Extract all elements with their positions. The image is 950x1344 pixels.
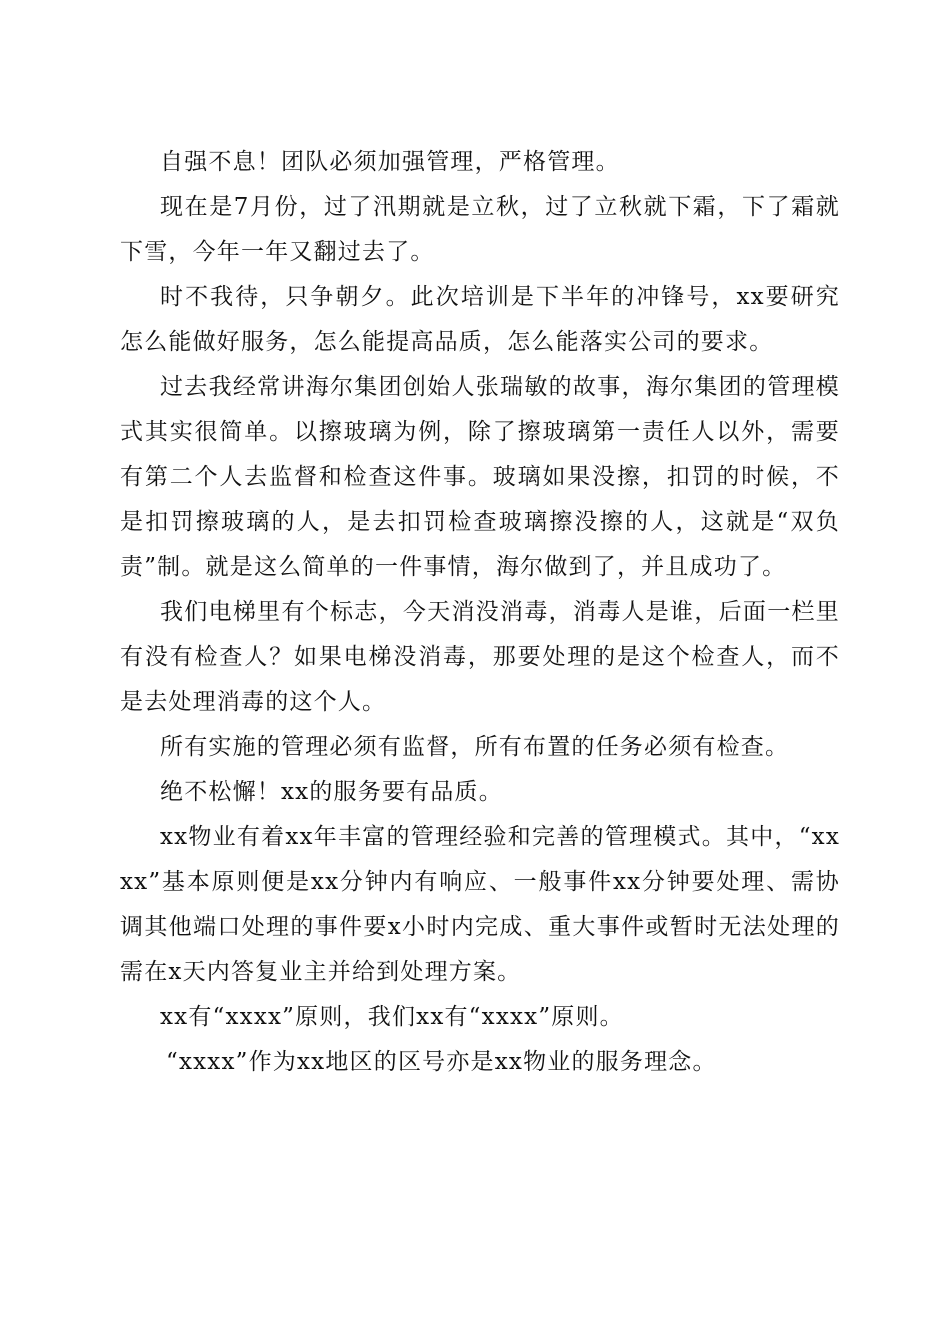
paragraph-2: 现在是7月份，过了汛期就是立秋，过了立秋就下霜，下了霜就下雪，今年一年又翻过去了。	[120, 194, 840, 265]
paragraph-7: 绝不松懈！xx的服务要有品质。	[160, 779, 503, 805]
paragraph-5: 我们电梯里有个标志，今天消没消毒，消毒人是谁，后面一栏里有没有检查人？如果电梯没消毒，那要处理的是这个检查人，而不是去处理消毒的这个人。	[120, 599, 840, 715]
paragraph-6: 所有实施的管理必须有监督，所有布置的任务必须有检查。	[160, 734, 790, 760]
paragraph-10: “xxxx”作为xx地区的区号亦是xx物业的服务理念。	[166, 1049, 717, 1075]
paragraph-8: xx物业有着xx年丰富的管理经验和完善的管理模式。其中，“xxxx”基本原则便是xx分钟内有响应、一般事件xx分钟要处理、需协调其他端口处理的事件要x小时内完成、重大事件或暂时无法处理的需在x天内答复业主并给到处理方案。	[120, 824, 840, 985]
paragraph-1: 自强不息！团队必须加强管理，严格管理。	[160, 149, 620, 175]
paragraph-3: 时不我待，只争朝夕。此次培训是下半年的冲锋号，xx要研究怎么能做好服务，怎么能提高品质，怎么能落实公司的要求。	[120, 284, 840, 355]
paragraph-9: xx有“xxxx”原则，我们xx有“xxxx”原则。	[160, 1004, 624, 1030]
paragraph-4: 过去我经常讲海尔集团创始人张瑞敏的故事，海尔集团的管理模式其实很简单。以擦玻璃为例，除了擦玻璃第一责任人以外，需要有第二个人去监督和检查这件事。玻璃如果没擦，扣罚的时候，不是扣罚擦玻璃的人，是去扣罚检查玻璃擦没擦的人，这就是“双负责”制。就是这么简单的一件事情，海尔做到了，并且成功了。	[120, 374, 840, 580]
document-body	[120, 140, 840, 1085]
